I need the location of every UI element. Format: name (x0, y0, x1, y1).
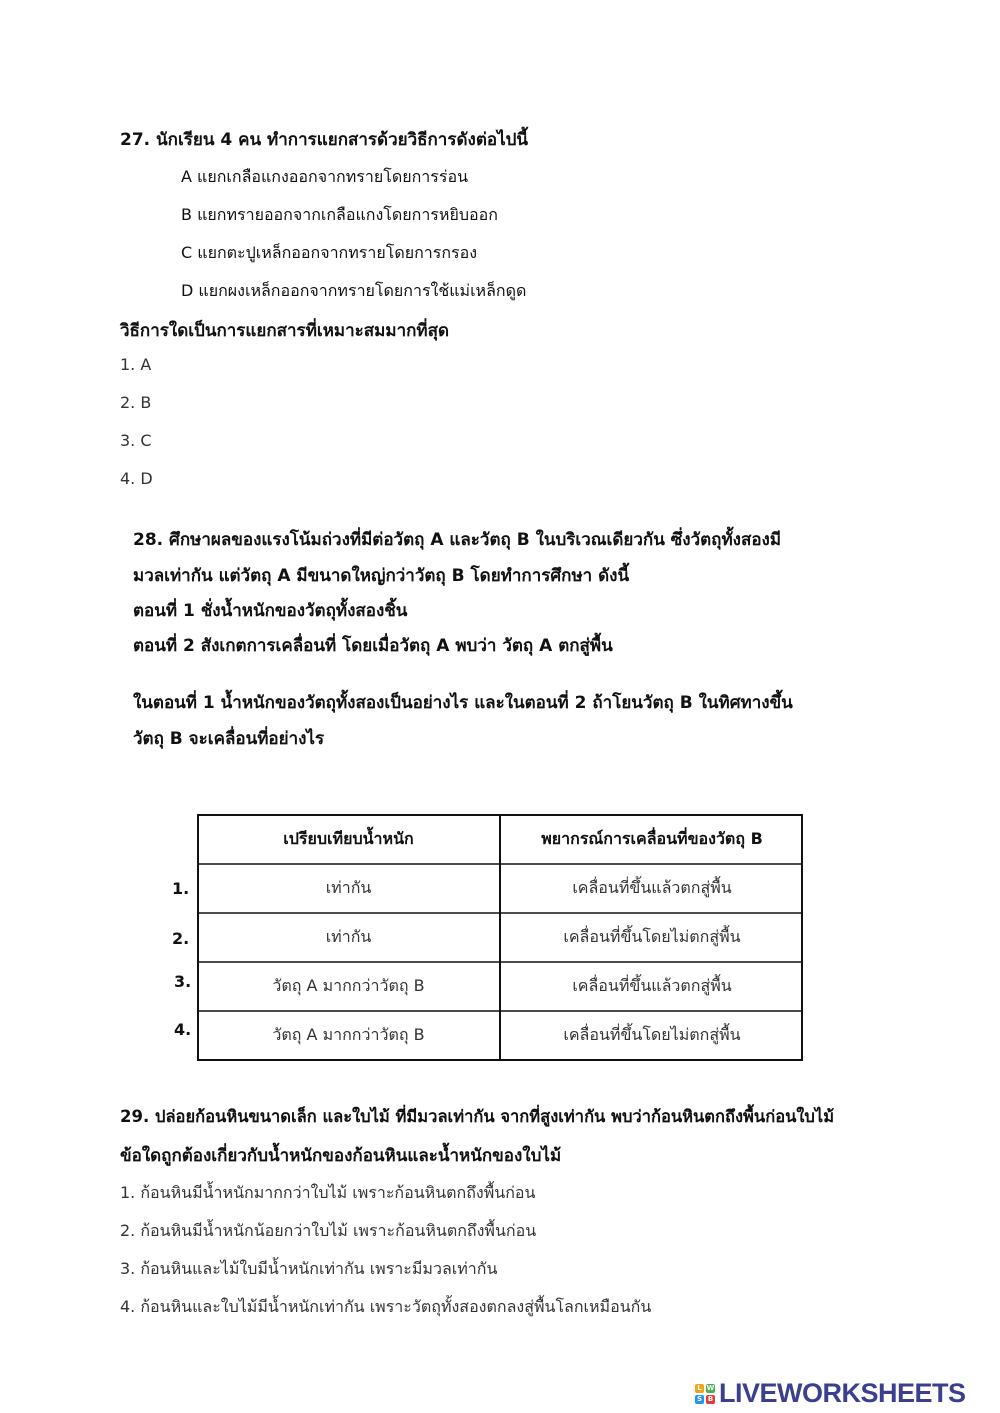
logo-block: B (707, 1394, 714, 1403)
table-header-motion: พยากรณ์การเคลื่อนที่ของวัตถุ B (541, 828, 763, 848)
logo-block: L (695, 1384, 704, 1393)
q29-choice-4[interactable]: 4. ก้อนหินและใบไม้มีน้ำหนักเท่ากัน เพราะวัตถุทั้งสองตกลงสู่พื้นโลกเหมือนกัน (120, 1297, 652, 1316)
q29-choice-1[interactable]: 1. ก้อนหินมีน้ำหนักมากกว่าใบไม้ เพราะก้อนหินตกถึงพื้นก่อน (120, 1183, 536, 1202)
q27-prompt: วิธีการใดเป็นการแยกสารที่เหมาะสมมากที่สุด (120, 321, 450, 341)
table-cell-motion: เคลื่อนที่ขึ้นโดยไม่ตกสู่พื้น (563, 1025, 741, 1044)
brand-name: LIVEWORKSHEETS (719, 1378, 966, 1408)
table-row-number: 1. (172, 879, 190, 898)
q27-question: 27. นักเรียน 4 คน ทำการแยกสารด้วยวิธีการดังต่อไปนี้ (120, 130, 529, 150)
q27-choice-4[interactable]: 4. D (120, 469, 153, 488)
table-cell-weight: เท่ากัน (325, 927, 372, 946)
table-header-weight: เปรียบเทียบน้ำหนัก (283, 828, 414, 848)
q28-question-line-1: ในตอนที่ 1 น้ำหนักของวัตถุทั้งสองเป็นอย่างไร และในตอนที่ 2 ถ้าโยนวัตถุ B ในทิศทางขึ้น (133, 693, 793, 713)
q27-method-d: D แยกผงเหล็กออกจากทรายโดยการใช้แม่เหล็กดูด (181, 281, 527, 300)
table-cell-motion: เคลื่อนที่ขึ้นแล้วตกสู่พื้น (572, 976, 732, 995)
table-row-number: 4. (174, 1020, 192, 1039)
q29-line-1: 29. ปล่อยก้อนหินขนาดเล็ก และใบไม้ ที่มีมวลเท่ากัน จากที่สูงเท่ากัน พบว่าก้อนหินตกถึงพื้นก่อนใบไม้ (120, 1107, 835, 1126)
table-cell-motion: เคลื่อนที่ขึ้นแล้วตกสู่พื้น (572, 878, 732, 897)
q29-choice-2[interactable]: 2. ก้อนหินมีน้ำหนักน้อยกว่าใบไม้ เพราะก้อนหินตกถึงพื้นก่อน (120, 1221, 537, 1240)
q28-line-1: 28. ศึกษาผลของแรงโน้มถ่วงที่มีต่อวัตถุ A และวัตถุ B ในบริเวณเดียวกัน ซึ่งวัตถุทั้งสองมี (133, 530, 782, 550)
q29-line-2: ข้อใดถูกต้องเกี่ยวกับน้ำหนักของก้อนหินและน้ำหนักของใบไม้ (120, 1146, 562, 1166)
q28-line-2: มวลเท่ากัน แต่วัตถุ A มีขนาดใหญ่กว่าวัตถุ B โดยทำการศึกษา ดังนี้ (133, 566, 630, 586)
q29-choice-3[interactable]: 3. ก้อนหินและไม้ใบมีน้ำหนักเท่ากัน เพราะมีมวลเท่ากัน (120, 1259, 498, 1278)
q27-method-b: B แยกทรายออกจากเกลือแกงโดยการหยิบออก (181, 205, 498, 224)
table-row-number: 2. (172, 929, 190, 948)
logo-block: W (706, 1383, 715, 1392)
liveworksheets-logo[interactable] (695, 1378, 966, 1409)
table-row-number: 3. (174, 972, 192, 991)
q28-line-4: ตอนที่ 2 สังเกตการเคลื่อนที่ โดยเมื่อวัตถุ A พบว่า วัตถุ A ตกสู่พื้น (133, 636, 613, 656)
table-cell-weight: วัตถุ A มากกว่าวัตถุ B (272, 1025, 425, 1044)
logo-blocks-icon (695, 1384, 715, 1404)
table-cell-motion: เคลื่อนที่ขึ้นโดยไม่ตกสู่พื้น (563, 927, 741, 946)
q27-method-c: C แยกตะปูเหล็กออกจากทรายโดยการกรอง (181, 243, 478, 262)
q28-question-line-2: วัตถุ B จะเคลื่อนที่อย่างไร (133, 729, 325, 749)
q28-line-3: ตอนที่ 1 ชั่งน้ำหนักของวัตถุทั้งสองชิ้น (133, 601, 408, 621)
table-cell-weight: เท่ากัน (325, 878, 372, 897)
q27-choice-2[interactable]: 2. B (120, 393, 152, 412)
q27-choice-1[interactable]: 1. A (120, 355, 152, 374)
q27-choice-3[interactable]: 3. C (120, 431, 152, 450)
q27-method-a: A แยกเกลือแกงออกจากทรายโดยการร่อน (181, 167, 469, 186)
table-cell-weight: วัตถุ A มากกว่าวัตถุ B (272, 976, 425, 995)
logo-block: S (696, 1394, 703, 1403)
